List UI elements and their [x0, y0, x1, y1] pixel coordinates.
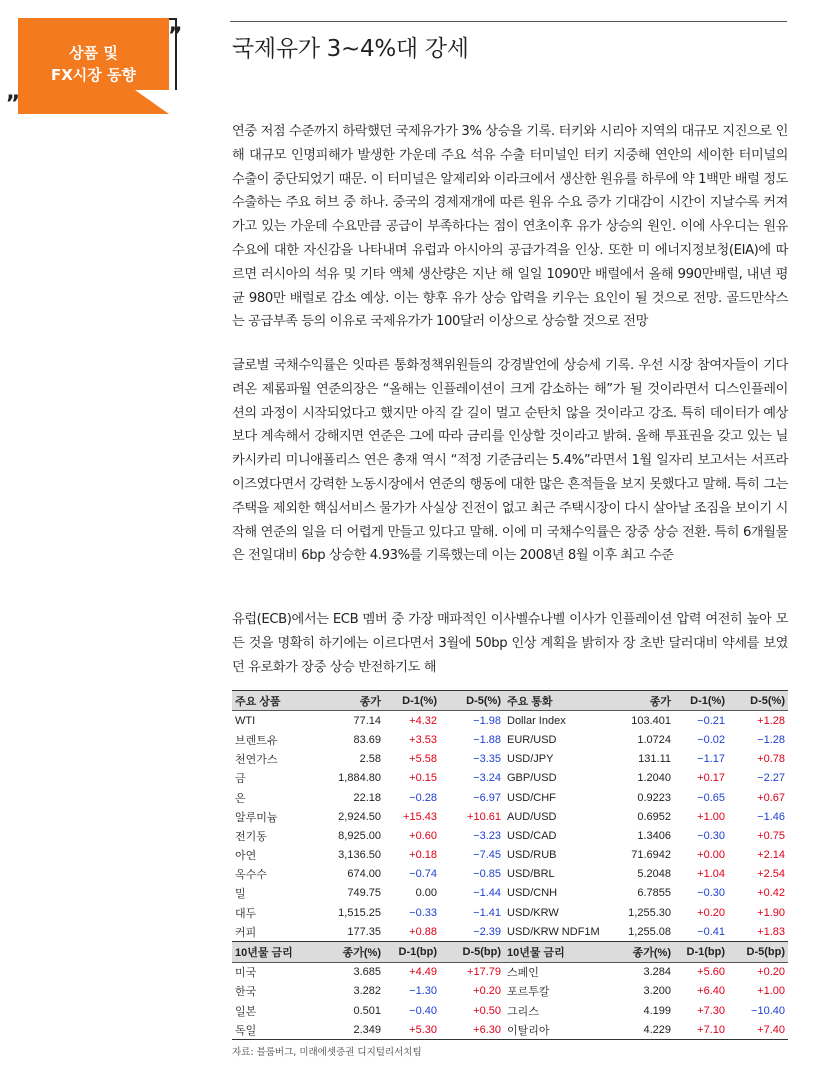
table-cell: 177.35	[347, 925, 381, 938]
table-cell: 0.9223	[637, 791, 671, 804]
table-cell: WTI	[235, 714, 256, 727]
column-header: 주요 상품	[232, 691, 314, 711]
table-cell: 2.349	[314, 1020, 384, 1040]
table-cell: +0.20	[757, 966, 785, 979]
table-cell: 674.00	[347, 868, 381, 881]
table-cell: 8,925.00	[338, 829, 381, 842]
table-cell: 131.11	[638, 753, 671, 766]
table-cell: 0.6952	[637, 810, 671, 823]
table-cell: 미국	[235, 967, 257, 980]
table-cell: 1.0724	[637, 733, 671, 746]
table-cell: +17.79	[467, 966, 501, 979]
table-cell: −0.28	[409, 791, 437, 804]
table-cell: 749.75	[347, 887, 381, 900]
section-tag-line1: 상품 및	[69, 44, 118, 62]
column-header: D-5(bp)	[440, 942, 504, 962]
column-header: 종가	[314, 691, 384, 711]
table-cell: −0.30	[697, 829, 725, 842]
table-cell: 대두	[235, 907, 257, 920]
table-cell: −0.30	[697, 887, 725, 900]
table-cell: 2,924.50	[338, 810, 381, 823]
table-cell: 4.229	[612, 1020, 674, 1040]
paragraph-oil: 연중 저점 수준까지 하락했던 국제유가가 3% 상승을 기록. 터키와 시리아 지역의 대규모 지진으로 인해 대규모 인명피해가 발생한 가운데 주요 석유 수출 터미널인 터키 지중해 연안의 세이한 터미널의 수출이 중단되었기 때문. 이 터미널은 알제리와 이라크에서 생산한 원유를 하루에 약 1백만 배럴 정도 수출하는 주요 허브 중 하나. 중국의 경제재개에 따른 원유 수요 증가 기대감이 시간이 지날수록 커져가고 있는 가운데 수요만큼 공급이 부족하다는 점이 연초이후 유가 상승의 원인. 이에 사우디는 원유수요에 대한 자신감을 나타내며 유럽과 아시아의 공급가격을 인상. 또한 미 에너지정보청(EIA)에 따르면 러시아의 석유 및 기타 액체 생산량은 지난 해 일일 1090만 배럴에서 올해 990만배럴, 내년 평균 980만 배럴로 감소 예상. 이는 향후 유가 상승 압력을 키우는 요인이 될 것으로 전망. 골드만삭스는 공급부족 등의 이유로 국제유가가 100달러 이상으로 상승할 것으로 전망	[232, 124, 788, 330]
table-cell: −1.44	[473, 887, 501, 900]
table-row	[232, 750, 788, 769]
table-cell: +2.14	[757, 849, 785, 862]
table-cell: 독일	[232, 1020, 314, 1040]
table-cell: 스페인	[507, 967, 539, 980]
column-header: D-1(%)	[384, 691, 440, 711]
table-cell: +0.88	[409, 925, 437, 938]
table-cell: +7.30	[697, 1004, 725, 1017]
column-header: D-5(%)	[440, 691, 504, 711]
table-cell: 77.14	[353, 714, 381, 727]
table-cell: 1,255.08	[628, 925, 671, 938]
table-row	[232, 711, 788, 731]
table-cell: +0.18	[409, 849, 437, 862]
table-cell: 한국	[235, 986, 257, 999]
table-row	[232, 788, 788, 807]
table-cell: −3.35	[473, 753, 501, 766]
table-cell: +5.58	[409, 753, 437, 766]
table-cell: 천연가스	[235, 754, 278, 767]
table-cell: +7.10	[674, 1020, 728, 1040]
table-cell: 3.685	[353, 966, 381, 979]
table-cell: +0.75	[757, 829, 785, 842]
table-cell: +6.30	[440, 1020, 504, 1040]
table-cell: 아연	[235, 850, 257, 863]
table-cell: 이탈리아	[504, 1020, 612, 1040]
table-cell: +4.32	[409, 714, 437, 727]
table-cell: 일본	[235, 1005, 257, 1018]
table-cell: 금	[235, 773, 246, 786]
table-cell: +2.54	[757, 868, 785, 881]
table-cell: −7.45	[473, 849, 501, 862]
table-cell: +15.43	[403, 810, 437, 823]
table-cell: Dollar Index	[507, 714, 566, 727]
table-cell: 밀	[235, 888, 246, 901]
commodity-fx-header-row	[232, 691, 788, 711]
table-cell: +1.83	[757, 925, 785, 938]
table-cell: +4.49	[409, 966, 437, 979]
table-cell: 5.2048	[637, 868, 671, 881]
table-cell: 6.7855	[637, 887, 671, 900]
table-row	[232, 846, 788, 865]
table-cell: 3.282	[353, 985, 381, 998]
table-row	[232, 1001, 788, 1020]
table-row	[232, 962, 788, 982]
column-header: 10년물 금리	[232, 942, 314, 962]
table-row	[232, 865, 788, 884]
source-note: 자료: 블룸버그, 미래에셋증권 디지털리서치팀	[232, 1047, 422, 1058]
table-cell: +0.60	[409, 829, 437, 842]
table-cell: GBP/USD	[507, 772, 557, 785]
market-table	[232, 690, 788, 1040]
table-cell: +0.42	[757, 887, 785, 900]
table-cell: +5.30	[384, 1020, 440, 1040]
table-cell: +7.40	[728, 1020, 788, 1040]
table-cell: +0.78	[757, 753, 785, 766]
table-cell: 알루미늄	[235, 811, 278, 824]
table-cell: USD/JPY	[507, 753, 554, 766]
table-cell: +1.28	[757, 714, 785, 727]
page-title: 국제유가 3~4%대 강세	[232, 36, 469, 62]
table-cell: 전기동	[235, 830, 267, 843]
column-header: 종가	[612, 691, 674, 711]
paragraph-bonds: 글로벌 국채수익률은 잇따른 통화정책위원들의 강경발언에 상승세 기록. 우선 시장 참여자들이 기다려온 제롬파월 연준의장은 “올해는 인플레이션이 크게 감소하는 해”가 될 것이라면서 디스인플레이션의 과정이 시작되었다고 했지만 아직 갈 길이 멀고 순탄치 않을 것이라고 강조. 특히 데이터가 예상보다 계속해서 강해지면 연준은 그에 따라 금리를 인상할 것이라고 밝혀. 올해 투표권을 갖고 있는 닐 카시카리 미니애폴리스 연은 총재 역시 “적정 기준금리는 5.4%”라면서 1월 일자리 보고서는 서프라이즈였다면서 강력한 노동시장에서 연준의 행동에 대한 많은 흔적들을 보지 못했다고 말해. 특히 그는 주택을 제외한 핵심서비스 물가가 사실상 진전이 없고 최근 주택시장이 다시 살아날 조짐을 보이기 시작해 연준의 일을 더 어렵게 만들고 있다고 말해. 이에 미 국채수익률은 장중 상승 전환. 특히 6개월물은 전일대비 6bp 상승한 4.93%를 기록했는데 이는 2008년 8월 이후 최고 수준	[232, 358, 788, 564]
column-header: 종가(%)	[612, 942, 674, 962]
table-cell: +0.67	[757, 791, 785, 804]
column-header: 10년물 금리	[504, 942, 612, 962]
table-cell: −0.85	[473, 868, 501, 881]
table-cell: +0.15	[409, 772, 437, 785]
column-header: 주요 통화	[504, 691, 612, 711]
table-cell: 2.58	[359, 753, 381, 766]
table-row	[232, 807, 788, 826]
table-row	[232, 826, 788, 845]
table-cell: −3.24	[473, 772, 501, 785]
table-cell: 3.200	[643, 985, 671, 998]
table-cell: USD/RUB	[507, 849, 557, 862]
table-row	[232, 922, 788, 942]
table-cell: 3,136.50	[338, 849, 381, 862]
table-row	[232, 769, 788, 788]
table-cell: +0.20	[473, 985, 501, 998]
table-cell: +1.90	[757, 906, 785, 919]
section-tag-line2: FX시장 동향	[51, 66, 136, 84]
table-cell: +0.17	[697, 772, 725, 785]
table-cell: 은	[235, 792, 246, 805]
table-cell: 22.18	[353, 791, 381, 804]
table-cell: USD/CHF	[507, 791, 556, 804]
table-cell: 71.6942	[631, 849, 671, 862]
column-header: D-5(%)	[728, 691, 788, 711]
table-cell: +1.00	[697, 810, 725, 823]
section-tag-fold	[135, 90, 169, 114]
quote-open-icon: „	[6, 80, 21, 105]
table-cell: +10.61	[467, 810, 501, 823]
paragraph-ecb: 유럽(ECB)에서는 ECB 멤버 중 가장 매파적인 이사벨슈나벨 이사가 인플레이션 압력 여전히 높아 모든 것을 명확히 하기에는 이르다면서 3월에 50bp 인상 계획을 밝히자 장 초반 달러대비 약세를 보였던 유로화가 장중 상승 반전하기도 해	[232, 612, 788, 675]
table-cell: 1,515.25	[338, 906, 381, 919]
table-cell: 0.00	[415, 887, 437, 900]
table-cell: EUR/USD	[507, 733, 557, 746]
table-cell: −1.98	[473, 714, 501, 727]
table-cell: −1.88	[473, 733, 501, 746]
table-cell: −2.39	[473, 925, 501, 938]
table-cell: USD/BRL	[507, 868, 555, 881]
table-row	[232, 903, 788, 922]
table-cell: −0.02	[697, 733, 725, 746]
table-cell: AUD/USD	[507, 810, 557, 823]
column-header: D-1(bp)	[674, 942, 728, 962]
column-header: D-1(%)	[674, 691, 728, 711]
table-cell: −1.46	[757, 810, 785, 823]
table-cell: USD/CAD	[507, 829, 557, 842]
table-cell: −0.40	[409, 1004, 437, 1017]
table-cell: 1,884.80	[338, 772, 381, 785]
table-cell: −1.17	[697, 753, 725, 766]
column-header: D-1(bp)	[384, 942, 440, 962]
table-cell: −0.21	[697, 714, 725, 727]
table-row	[232, 884, 788, 903]
table-row	[232, 982, 788, 1001]
table-cell: 3.284	[643, 966, 671, 979]
table-row	[232, 730, 788, 749]
title-divider	[230, 21, 787, 22]
table-cell: 옥수수	[235, 869, 267, 882]
table-cell: −0.33	[409, 906, 437, 919]
table-cell: −1.30	[409, 985, 437, 998]
table-cell: +5.60	[697, 966, 725, 979]
table-cell: 83.69	[353, 733, 381, 746]
table-cell: 4.199	[643, 1004, 671, 1017]
table-cell: −0.65	[697, 791, 725, 804]
table-cell: −0.41	[697, 925, 725, 938]
table-cell: 1.3406	[637, 829, 671, 842]
table-cell: 0.501	[353, 1004, 381, 1017]
table-cell: USD/KRW	[507, 906, 559, 919]
column-header: 종가(%)	[314, 942, 384, 962]
table-cell: 그리스	[507, 1005, 539, 1018]
section-tag	[6, 18, 183, 114]
table-cell: USD/CNH	[507, 887, 558, 900]
table-cell: +0.20	[697, 906, 725, 919]
table-cell: 브렌트유	[235, 734, 278, 747]
table-cell: −0.74	[409, 868, 437, 881]
column-header: D-5(bp)	[728, 942, 788, 962]
table-cell: +1.00	[757, 985, 785, 998]
table-cell: −2.27	[757, 772, 785, 785]
table-cell: +0.50	[473, 1004, 501, 1017]
table-cell: USD/KRW NDF1M	[507, 925, 600, 938]
table-cell: 1.2040	[637, 772, 671, 785]
table-cell: +1.04	[697, 868, 725, 881]
table-cell: −3.23	[473, 829, 501, 842]
table-cell: −6.97	[473, 791, 501, 804]
table-cell: −1.41	[473, 906, 501, 919]
table-cell: 커피	[235, 926, 257, 939]
table-cell: +0.00	[697, 849, 725, 862]
table-cell: 103.401	[631, 714, 671, 727]
table-cell: −1.28	[757, 733, 785, 746]
table-cell: +6.40	[697, 985, 725, 998]
table-row	[232, 1020, 788, 1040]
quote-close-icon: ”	[168, 24, 183, 49]
table-cell: 1,255.30	[628, 906, 671, 919]
table-cell: 포르투칼	[507, 986, 550, 999]
table-cell: +3.53	[409, 733, 437, 746]
table-cell: −10.40	[751, 1004, 785, 1017]
bond-yield-header-row	[232, 942, 788, 962]
